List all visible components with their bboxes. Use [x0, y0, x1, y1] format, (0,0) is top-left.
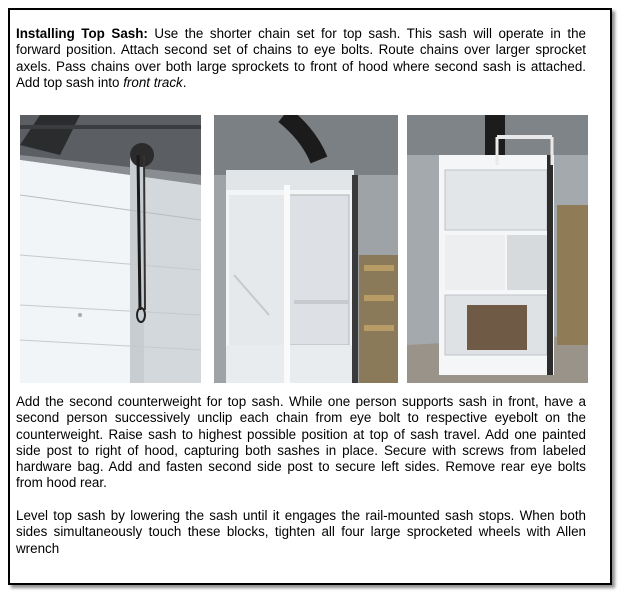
hood-chain-closeup-photo: [20, 115, 201, 383]
section-heading: Installing Top Sash:: [16, 26, 148, 41]
intro-end: .: [182, 74, 187, 90]
intro-italic: front track: [123, 74, 183, 90]
hood-installed-photo: [407, 115, 588, 383]
hood-front-sash-photo: [214, 115, 398, 383]
counterweight-paragraph: Add the second counterweight for top sash. While one person supports sash in front, have a second person successively unclip each chain from eye bolt to respective eyebolt on the counterweight. Raise sash to highest possible position at top of sash travel. Add one painted side post to right of hood, capturing both sashes in place. Secure with screws from labeled hardware bag. Add and fasten second side post to secure left sides. Remove rear eye bolts from hood rear.: [16, 394, 586, 491]
leveling-paragraph: Level top sash by lowering the sash until it engages the rail-mounted sash stops. When both sides simultaneously touch these blocks, tighten all four large sprocketed wheels with Allen wrench: [16, 508, 586, 556]
intro-paragraph: [16, 26, 586, 91]
intro-text: Use the shorter chain set for top sash. This sash will operate in the forward position. Attach second set of chains to eye bolts. Route chains over larger sprocket axels. Pass chains over both large sprockets to front of hood where second sash is attached. Add top sash into: [16, 26, 586, 90]
